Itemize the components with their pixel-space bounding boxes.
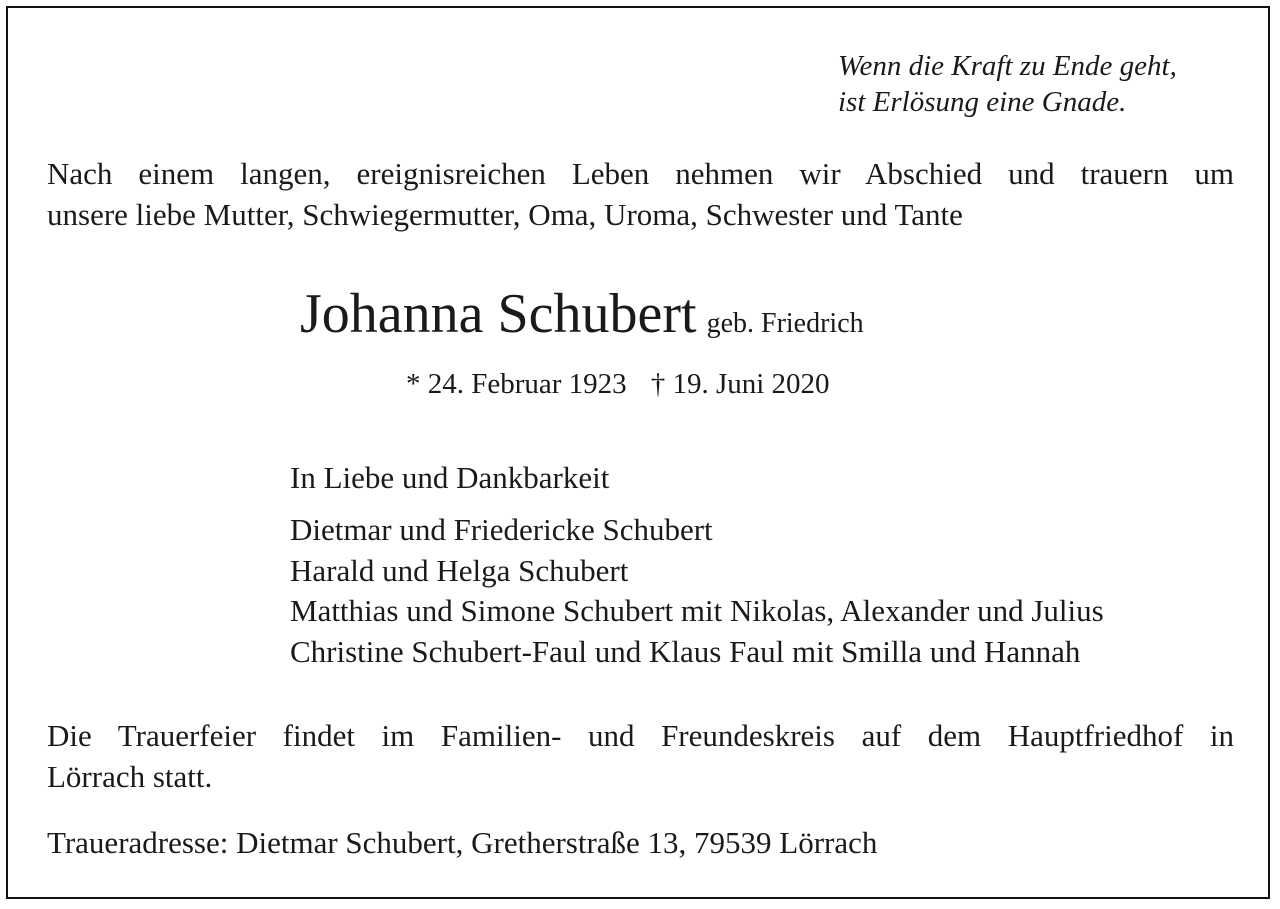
intro-line-2: unsere liebe Mutter, Schwiegermutter, Oma, Uroma, Schwester und Tante	[47, 197, 963, 232]
family-list	[290, 510, 1104, 672]
mourning-address: Traueradresse: Dietmar Schubert, Gretherstraße 13, 79539 Lörrach	[47, 825, 878, 860]
death-date: † 19. Juni 2020	[650, 368, 830, 400]
family-member: Harald und Helga Schubert	[290, 552, 629, 588]
ceremony-line-1: Die Trauerfeier findet im Familien- und Freundeskreis auf dem Hauptfriedhof in	[47, 718, 1234, 753]
birth-date: * 24. Februar 1923	[406, 368, 627, 400]
ceremony-line-2: Lörrach statt.	[47, 759, 213, 794]
deceased-name: Johanna Schubert	[300, 283, 697, 345]
maiden-name: geb. Friedrich	[706, 308, 864, 339]
gratitude-line: In Liebe und Dankbarkeit	[290, 460, 610, 495]
life-dates	[406, 366, 830, 402]
intro-paragraph	[47, 153, 1234, 235]
family-member: Matthias und Simone Schubert mit Nikolas, Alexander und Julius	[290, 593, 1104, 628]
motto-quote	[838, 48, 1177, 120]
ceremony-paragraph	[47, 715, 1234, 797]
deceased-name-row	[300, 281, 864, 347]
motto-line-2: ist Erlösung eine Gnade.	[838, 86, 1127, 118]
family-member: Dietmar und Friedericke Schubert	[290, 512, 713, 547]
intro-line-1: Nach einem langen, ereignisreichen Leben nehmen wir Abschied und trauern um	[47, 156, 1234, 191]
motto-line-1: Wenn die Kraft zu Ende geht,	[838, 50, 1177, 82]
family-member: Christine Schubert-Faul und Klaus Faul mit Smilla und Hannah	[290, 633, 1081, 669]
